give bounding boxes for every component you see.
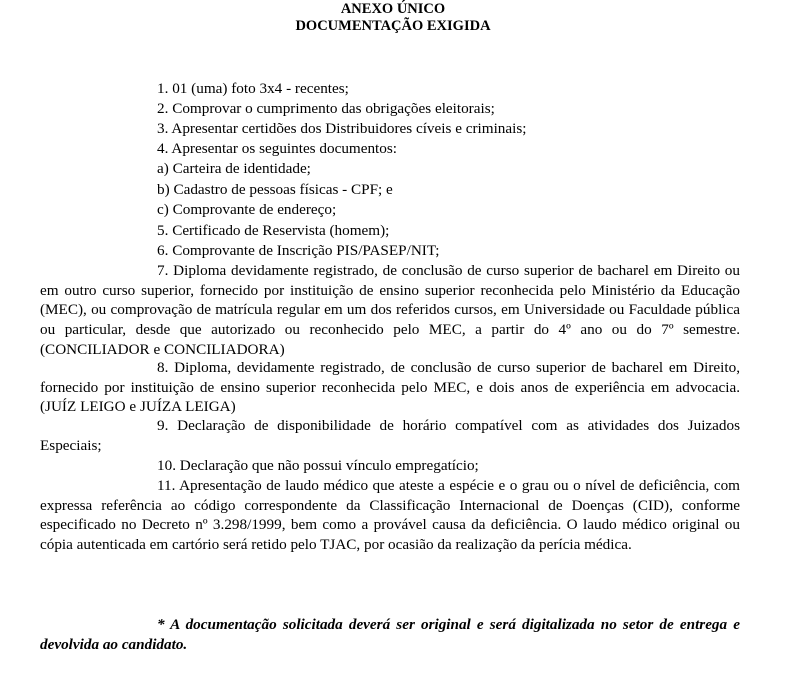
paragraph-text: 10. Declaração que não possui vínculo empregatício; xyxy=(157,457,479,474)
annex-title: ANEXO ÚNICO xyxy=(340,1,446,17)
list-paragraph xyxy=(40,261,740,360)
paragraph-text: 11. Apresentação de laudo médico que ateste a espécie e o grau ou o nível de deficiência, com expressa referência ao código correspondente da Classificação Internacional de Doenças (CID), conforme especificado no Decreto nº 3.298/1999, bem como a provável causa da deficiência. O laudo médico original ou cópia autenticada em cartório será retido pelo TJAC, por ocasião da realização da perícia médica. xyxy=(40,477,740,554)
footnote-text: * A documentação solicitada deverá ser original e será digitalizada no setor de entrega e devolvida ao candidato. xyxy=(40,616,740,653)
list-paragraph xyxy=(40,456,740,476)
list-item: b) Cadastro de pessoas físicas - CPF; e xyxy=(157,181,393,198)
list-item: c) Comprovante de endereço; xyxy=(157,201,337,218)
list-item: 6. Comprovante de Inscrição PIS/PASEP/NIT; xyxy=(157,242,440,259)
list-item: 4. Apresentar os seguintes documentos: xyxy=(157,140,398,157)
annex-subtitle: DOCUMENTAÇÃO EXIGIDA xyxy=(295,18,491,34)
list-item: 3. Apresentar certidões dos Distribuidores cíveis e criminais; xyxy=(157,120,527,137)
list-item: 2. Comprovar o cumprimento das obrigações eleitorais; xyxy=(157,100,495,117)
list-item: 5. Certificado de Reservista (homem); xyxy=(157,222,390,239)
list-paragraph xyxy=(40,358,740,417)
paragraph-text: 7. Diploma devidamente registrado, de conclusão de curso superior de bacharel em Direito ou em outro curso superior, fornecido por instituição de ensino superior reconhecida pelo Ministério da Educação (MEC), ou comprovação de matrícula regular em um dos referidos cursos, em Universidade ou Faculdade pública ou particular, desde que autorizado ou reconhecido pelo MEC, a partir do 4º ano ou do 7º semestre. (CONCILIADOR e CONCILIADORA) xyxy=(40,262,740,358)
list-paragraph xyxy=(40,476,740,555)
list-item: a) Carteira de identidade; xyxy=(157,160,311,177)
paragraph-text: 9. Declaração de disponibilidade de horário compatível com as atividades dos Juizados Especiais; xyxy=(40,417,740,454)
footnote xyxy=(40,615,740,655)
list-paragraph xyxy=(40,416,740,455)
list-item: 1. 01 (uma) foto 3x4 - recentes; xyxy=(157,80,349,97)
paragraph-text: 8. Diploma, devidamente registrado, de conclusão de curso superior de bacharel em Direito, fornecido por instituição de ensino superior reconhecida pelo MEC, e dois anos de experiência em advocacia. (JUÍZ LEIGO e JUÍZA LEIGA) xyxy=(40,359,740,416)
